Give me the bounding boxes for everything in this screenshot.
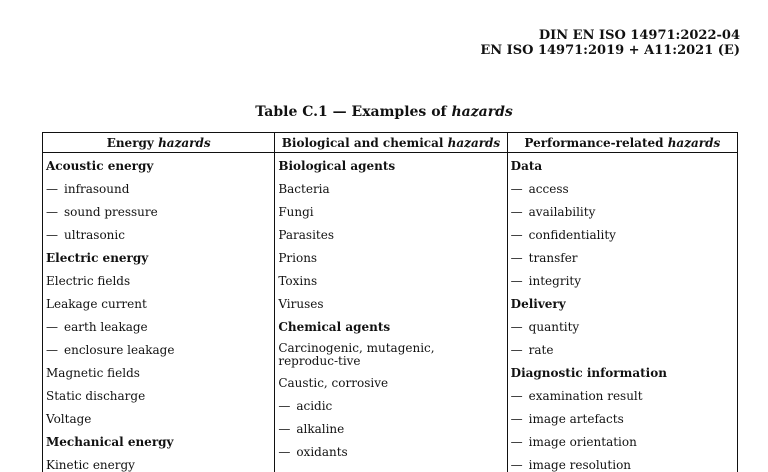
em-dash-bullet: — — [510, 343, 523, 357]
cell-text: Fungi — [278, 205, 314, 219]
cell-text: access — [528, 182, 569, 196]
table-cell — [278, 201, 506, 224]
category-heading — [46, 431, 274, 454]
cell-text: ultrasonic — [64, 228, 125, 242]
table-title: Table C.1 — Examples of hazards — [255, 104, 513, 120]
list-item — [46, 201, 274, 224]
em-dash-bullet: — — [278, 422, 291, 436]
column-header: Biological and chemical hazards — [275, 133, 506, 153]
list-item — [511, 431, 737, 454]
table-cell — [278, 178, 506, 201]
category-heading — [278, 316, 506, 339]
list-item — [511, 339, 737, 362]
table-cell — [46, 293, 274, 316]
cell-text: confidentiality — [528, 228, 616, 242]
cell-text: Prions — [278, 251, 318, 265]
cell-text: Toxins — [278, 274, 318, 288]
cell-text: Kinetic energy — [46, 458, 135, 472]
list-item — [46, 339, 274, 362]
cell-text: Parasites — [278, 228, 334, 242]
cell-text: Voltage — [46, 412, 92, 426]
cell-text: earth leakage — [64, 320, 148, 334]
category-heading — [511, 362, 737, 385]
category-heading — [511, 293, 737, 316]
em-dash-bullet: — — [510, 320, 523, 334]
cell-text: Carcinogenic, mutagenic, reproduc-tive — [278, 341, 435, 368]
cell-text: Delivery — [510, 297, 566, 311]
em-dash-bullet: — — [510, 251, 523, 265]
list-item — [511, 224, 737, 247]
cell-text: availability — [528, 205, 596, 219]
list-item — [511, 247, 737, 270]
em-dash-bullet: — — [510, 205, 523, 219]
cell-text: Viruses — [278, 297, 324, 311]
cell-text: Magnetic fields — [46, 366, 140, 380]
column-biological-chemical-hazards — [274, 133, 506, 472]
document-header — [480, 28, 740, 58]
cell-text: Data — [510, 159, 543, 173]
em-dash-bullet: — — [510, 412, 523, 426]
table-cell — [278, 293, 506, 316]
cell-text: Bacteria — [278, 182, 330, 196]
cell-text: alkaline — [296, 422, 345, 436]
category-heading — [278, 155, 506, 178]
list-item — [46, 178, 274, 201]
table-cell — [278, 339, 506, 372]
column-energy-hazards — [43, 133, 274, 472]
cell-text: Leakage current — [46, 297, 147, 311]
column-header: Performance-related hazards — [508, 133, 737, 153]
column-performance-hazards — [507, 133, 737, 472]
table-cell — [46, 270, 274, 293]
em-dash-bullet: — — [510, 389, 523, 403]
cell-text: image artefacts — [528, 412, 624, 426]
list-item — [511, 178, 737, 201]
table-cell — [278, 270, 506, 293]
em-dash-bullet: — — [46, 182, 58, 196]
list-item — [511, 385, 737, 408]
cell-text: rate — [528, 343, 554, 357]
column-header: Energy hazards — [43, 133, 274, 153]
category-heading — [46, 155, 274, 178]
table-cell — [278, 372, 506, 395]
standard-edition: EN ISO 14971:2019 + A11:2021 (E) — [480, 43, 740, 58]
list-item — [511, 316, 737, 339]
cell-text: enclosure leakage — [64, 343, 175, 357]
cell-text: Chemical agents — [278, 320, 391, 334]
list-item — [511, 408, 737, 431]
cell-text: examination result — [528, 389, 643, 403]
em-dash-bullet: — — [46, 343, 58, 357]
cell-text: sound pressure — [64, 205, 158, 219]
category-heading — [511, 155, 737, 178]
list-item — [511, 270, 737, 293]
table-cell — [46, 454, 274, 472]
cell-text: integrity — [528, 274, 582, 288]
table-cell — [46, 408, 274, 431]
em-dash-bullet: — — [510, 435, 523, 449]
cell-text: quantity — [528, 320, 580, 334]
em-dash-bullet: — — [46, 205, 58, 219]
em-dash-bullet: — — [510, 182, 523, 196]
cell-text: Electric fields — [46, 274, 131, 288]
cell-text: Electric energy — [46, 251, 149, 265]
em-dash-bullet: — — [46, 228, 58, 242]
list-item — [278, 395, 506, 418]
cell-text: infrasound — [64, 182, 130, 196]
cell-text: Mechanical energy — [46, 435, 174, 449]
em-dash-bullet: — — [278, 445, 291, 459]
cell-text: image orientation — [528, 435, 637, 449]
list-item — [511, 454, 737, 472]
cell-text: Static discharge — [46, 389, 146, 403]
em-dash-bullet: — — [278, 399, 291, 413]
em-dash-bullet: — — [46, 320, 58, 334]
cell-text: Diagnostic information — [510, 366, 667, 380]
cell-text: acidic — [296, 399, 333, 413]
cell-text: Biological agents — [278, 159, 396, 173]
table-cell — [46, 362, 274, 385]
cell-text: Acoustic energy — [46, 159, 154, 173]
cell-text: Caustic, corrosive — [278, 376, 389, 390]
list-item — [511, 201, 737, 224]
list-item — [46, 224, 274, 247]
list-item — [278, 418, 506, 441]
table-cell — [46, 385, 274, 408]
list-item — [46, 316, 274, 339]
cell-text: oxidants — [296, 445, 348, 459]
standard-number: DIN EN ISO 14971:2022-04 — [538, 28, 740, 43]
em-dash-bullet: — — [510, 458, 523, 472]
cell-text: image resolution — [528, 458, 632, 472]
table-cell — [278, 247, 506, 270]
em-dash-bullet: — — [510, 228, 523, 242]
category-heading — [46, 247, 274, 270]
cell-text: transfer — [528, 251, 578, 265]
table-cell — [278, 224, 506, 247]
list-item — [278, 441, 506, 464]
hazards-table — [42, 132, 738, 472]
em-dash-bullet: — — [510, 274, 523, 288]
